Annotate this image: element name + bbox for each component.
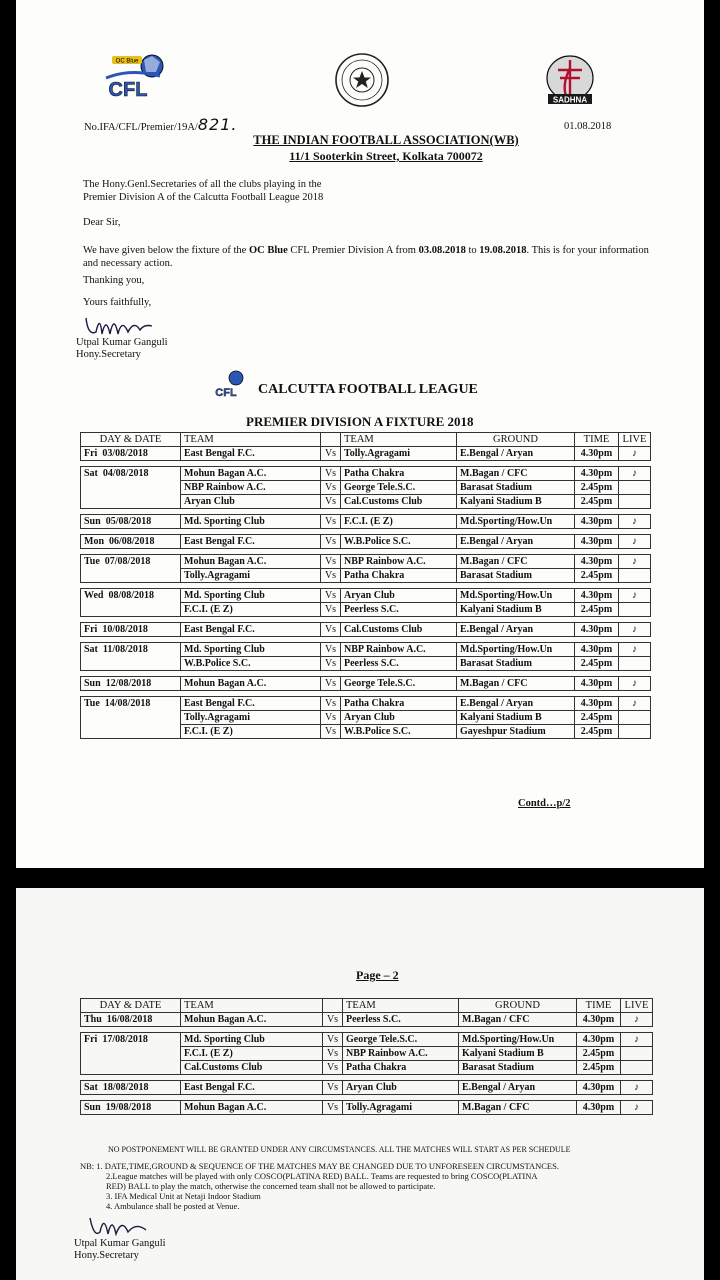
live-icon: ♪	[621, 1033, 653, 1047]
live-icon: ♪	[619, 697, 651, 711]
team-home: East Bengal F.C.	[181, 623, 321, 637]
match-day-date-empty	[81, 495, 181, 509]
table-row	[81, 481, 651, 495]
table-row	[81, 555, 651, 569]
live-icon: ♪	[621, 1081, 653, 1095]
team-home: W.B.Police S.C.	[181, 657, 321, 671]
team-away: Peerless S.C.	[341, 657, 457, 671]
note-line: NB: 1. DATE,TIME,GROUND & SEQUENCE OF THE MATCHES MAY BE CHANGED DUE TO UNFORESEEN CIRCUMSTANCES.	[80, 1161, 559, 1171]
vs-label: Vs	[321, 725, 341, 739]
match-day-date-empty	[81, 481, 181, 495]
ifa-emblem-icon	[334, 52, 390, 108]
kickoff-time: 2.45pm	[575, 495, 619, 509]
match-date: 04/08/2018	[102, 468, 149, 480]
team-away: Patha Chakra	[343, 1061, 459, 1075]
vs-label: Vs	[321, 447, 341, 461]
kickoff-time: 2.45pm	[577, 1047, 621, 1061]
organisation-address: 11/1 Sooterkin Street, Kolkata 700072	[289, 149, 483, 163]
team-away: NBP Rainbow A.C.	[341, 555, 457, 569]
kickoff-time: 2.45pm	[577, 1061, 621, 1075]
live-icon: ♪	[619, 589, 651, 603]
fixture-table	[80, 432, 651, 739]
kickoff-time: 2.45pm	[575, 569, 619, 583]
no-postponement-note: NO POSTPONEMENT WILL BE GRANTED UNDER ANY CIRCUMSTANCES. ALL THE MATCHES WILL START AS PER SCHEDULE	[108, 1145, 571, 1154]
team-away: Aryan Club	[341, 711, 457, 725]
vs-label: Vs	[323, 1101, 343, 1115]
signatory-title: Hony.Secretary	[76, 349, 141, 360]
ground: Gayeshpur Stadium	[457, 725, 575, 739]
header-ground: GROUND	[457, 433, 575, 447]
header-team-2: TEAM	[341, 433, 457, 447]
team-away: Aryan Club	[341, 589, 457, 603]
team-away: George Tele.S.C.	[341, 481, 457, 495]
match-day: Sun	[84, 678, 101, 689]
match-day: Sat	[84, 1082, 98, 1093]
kickoff-time: 4.30pm	[575, 467, 619, 481]
vs-label: Vs	[323, 1081, 343, 1095]
ground: M.Bagan / CFC	[457, 555, 575, 569]
ground: E.Bengal / Aryan	[457, 697, 575, 711]
ground: E.Bengal / Aryan	[457, 535, 575, 549]
fixture-table-page-2-body	[81, 999, 653, 1115]
team-away: Patha Chakra	[341, 697, 457, 711]
vs-label: Vs	[321, 535, 341, 549]
handwritten-ref: 821.	[197, 115, 238, 134]
header-live: LIVE	[621, 999, 653, 1013]
match-day: Sun	[84, 516, 101, 527]
table-row	[81, 569, 651, 583]
ground: Barasat Stadium	[457, 481, 575, 495]
intro-paragraph: We have given below the fixture of the OC Blue CFL Premier Division A from 03.08.2018 to 19.08.2018. This is for your information and necessary action.	[83, 245, 649, 269]
kickoff-time: 4.30pm	[575, 555, 619, 569]
ground: Barasat Stadium	[457, 657, 575, 671]
table-row	[81, 447, 651, 461]
ground: E.Bengal / Aryan	[457, 447, 575, 461]
signature-image	[82, 306, 172, 340]
vs-label: Vs	[321, 677, 341, 691]
team-home: Aryan Club	[181, 495, 321, 509]
match-day-date-empty	[81, 1047, 181, 1061]
table-row	[81, 589, 651, 603]
letter-date: 01.08.2018	[564, 121, 612, 132]
live-icon: ♪	[621, 1101, 653, 1115]
live-icon: ♪	[619, 555, 651, 569]
match-day-date	[81, 697, 181, 711]
team-home: Tolly.Agragami	[181, 711, 321, 725]
match-day-date	[81, 623, 181, 637]
kickoff-time: 4.30pm	[575, 447, 619, 461]
cfl-logo	[100, 50, 172, 106]
live-empty	[619, 657, 651, 671]
team-away: Peerless S.C.	[343, 1013, 459, 1027]
header-team: TEAM	[181, 999, 323, 1013]
team-home: East Bengal F.C.	[181, 697, 321, 711]
match-date: 03/08/2018	[102, 448, 148, 459]
header-time: TIME	[575, 433, 619, 447]
live-icon: ♪	[619, 623, 651, 637]
team-home: Md. Sporting Club	[181, 643, 321, 657]
vs-label: Vs	[321, 643, 341, 657]
live-empty	[621, 1047, 653, 1061]
match-day-date	[81, 1013, 181, 1027]
vs-label: Vs	[323, 1033, 343, 1047]
sadhna-logo	[540, 54, 600, 114]
match-date: 18/08/2018	[102, 1082, 149, 1093]
live-icon: ♪	[619, 467, 651, 481]
header-team-2: TEAM	[343, 999, 459, 1013]
notes-list	[80, 1161, 660, 1211]
team-away: Cal.Customs Club	[341, 623, 457, 637]
cfl-logo-text: CFL	[108, 79, 148, 101]
kickoff-time: 2.45pm	[575, 711, 619, 725]
vs-label: Vs	[321, 589, 341, 603]
team-home: F.C.I. (E Z)	[181, 725, 321, 739]
ground: E.Bengal / Aryan	[457, 623, 575, 637]
vs-label: Vs	[321, 657, 341, 671]
fixture-table-page-2	[80, 998, 653, 1115]
team-home: Mohun Bagan A.C.	[181, 677, 321, 691]
table-row	[81, 677, 651, 691]
team-away: F.C.I. (E Z)	[341, 515, 457, 529]
match-date: 05/08/2018	[105, 516, 152, 527]
live-empty	[619, 711, 651, 725]
table-row	[81, 1101, 653, 1115]
ground: M.Bagan / CFC	[457, 467, 575, 481]
team-home: F.C.I. (E Z)	[181, 1047, 323, 1061]
match-date: 17/08/2018	[102, 1034, 148, 1046]
live-icon: ♪	[619, 515, 651, 529]
match-day-date	[81, 1081, 181, 1095]
kickoff-time: 4.30pm	[575, 643, 619, 657]
recipient-line-2: Premier Division A of the Calcutta Football League 2018	[83, 192, 324, 203]
kickoff-time: 2.45pm	[575, 481, 619, 495]
ground: Md.Sporting/How.Un	[457, 515, 575, 529]
table-header-row	[81, 999, 653, 1013]
table-row	[81, 1061, 653, 1075]
match-day-date	[81, 447, 181, 461]
cfl-small-logo	[212, 369, 246, 401]
letter-page-1	[16, 0, 704, 868]
live-empty	[619, 481, 651, 495]
table-header-row	[81, 433, 651, 447]
team-away: George Tele.S.C.	[343, 1033, 459, 1047]
kickoff-time: 4.30pm	[577, 1081, 621, 1095]
table-row	[81, 657, 651, 671]
kickoff-time: 4.30pm	[575, 677, 619, 691]
vs-label: Vs	[321, 515, 341, 529]
cfl-logo-top: OC Blue	[115, 58, 139, 65]
kickoff-time: 4.30pm	[577, 1013, 621, 1027]
table-row	[81, 495, 651, 509]
vs-label: Vs	[323, 1061, 343, 1075]
live-icon: ♪	[619, 535, 651, 549]
vs-label: Vs	[321, 711, 341, 725]
kickoff-time: 2.45pm	[575, 657, 619, 671]
match-date: 08/08/2018	[108, 590, 155, 602]
ground: Barasat Stadium	[457, 569, 575, 583]
team-home: Mohun Bagan A.C.	[181, 1013, 323, 1027]
ground: Md.Sporting/How.Un	[459, 1033, 577, 1047]
match-date: 10/08/2018	[102, 624, 148, 635]
vs-label: Vs	[321, 569, 341, 583]
team-home: NBP Rainbow A.C.	[181, 481, 321, 495]
live-empty	[619, 495, 651, 509]
match-day-date	[81, 535, 181, 549]
thanks-line: Thanking you,	[83, 275, 145, 286]
match-day-date-empty	[81, 603, 181, 617]
live-icon: ♪	[619, 643, 651, 657]
team-home: East Bengal F.C.	[181, 447, 321, 461]
match-day: Fri	[84, 448, 98, 459]
match-day-date	[81, 589, 181, 603]
match-day-date-empty	[81, 711, 181, 725]
ground: M.Bagan / CFC	[457, 677, 575, 691]
team-home: F.C.I. (E Z)	[181, 603, 321, 617]
fixture-table-body	[81, 433, 651, 739]
signatory-page-2	[74, 1238, 166, 1262]
team-away: Patha Chakra	[341, 569, 457, 583]
ground: E.Bengal / Aryan	[459, 1081, 577, 1095]
reference-number: No.IFA/CFL/Premier/19A/821.	[84, 115, 238, 134]
team-away: Tolly.Agragami	[341, 447, 457, 461]
live-icon: ♪	[619, 677, 651, 691]
header-vs	[323, 999, 343, 1013]
vs-label: Vs	[321, 495, 341, 509]
team-home: Mohun Bagan A.C.	[181, 555, 321, 569]
team-home: Mohun Bagan A.C.	[181, 1101, 323, 1115]
team-away: NBP Rainbow A.C.	[341, 643, 457, 657]
vs-label: Vs	[321, 697, 341, 711]
vs-label: Vs	[323, 1047, 343, 1061]
vs-label: Vs	[321, 467, 341, 481]
kickoff-time: 4.30pm	[577, 1033, 621, 1047]
match-day: Wed	[84, 590, 104, 602]
match-day: Thu	[84, 1014, 102, 1025]
note-line: 2.League matches will be played with only COSCO(PLATINA RED) BALL. Teams are requested to bring COSCO(PLATINA	[106, 1171, 538, 1181]
match-day-date	[81, 467, 181, 481]
kickoff-time: 4.30pm	[575, 589, 619, 603]
league-title: CALCUTTA FOOTBALL LEAGUE	[258, 382, 478, 397]
team-away: Aryan Club	[343, 1081, 459, 1095]
team-away: W.B.Police S.C.	[341, 535, 457, 549]
note-line: 4. Ambulance shall be posted at Venue.	[106, 1201, 240, 1211]
signatory-title: Hony.Secretary	[74, 1250, 139, 1261]
signatory-name: Utpal Kumar Ganguli	[74, 1238, 166, 1249]
match-day: Tue	[84, 556, 100, 568]
match-day-date	[81, 515, 181, 529]
letter-page-2	[16, 888, 704, 1280]
team-away: W.B.Police S.C.	[341, 725, 457, 739]
team-home: East Bengal F.C.	[181, 535, 321, 549]
match-day-date-empty	[81, 569, 181, 583]
sadhna-logo-text: SADHNA	[552, 95, 588, 105]
match-date: 06/08/2018	[109, 536, 155, 547]
table-row	[81, 467, 651, 481]
match-day-date	[81, 643, 181, 657]
vs-label: Vs	[321, 603, 341, 617]
live-empty	[621, 1061, 653, 1075]
team-away: Peerless S.C.	[341, 603, 457, 617]
ground: Barasat Stadium	[459, 1061, 577, 1075]
ground: M.Bagan / CFC	[459, 1013, 577, 1027]
match-date: 16/08/2018	[106, 1014, 153, 1025]
header-day-date: DAY & DATE	[81, 433, 181, 447]
kickoff-time: 2.45pm	[575, 603, 619, 617]
header-day-date: DAY & DATE	[81, 999, 181, 1013]
continued-note: Contd…p/2	[518, 798, 571, 809]
team-home: East Bengal F.C.	[181, 1081, 323, 1095]
match-date: 07/08/2018	[104, 556, 151, 568]
match-day: Sat	[84, 468, 98, 480]
table-row	[81, 711, 651, 725]
kickoff-time: 4.30pm	[575, 623, 619, 637]
table-row	[81, 1081, 653, 1095]
kickoff-time: 2.45pm	[575, 725, 619, 739]
team-away: Patha Chakra	[341, 467, 457, 481]
note-line: RED) BALL to play the match, otherwise the concerned team shall not be allowed to participate.	[106, 1181, 436, 1191]
ground: Kalyani Stadium B	[457, 495, 575, 509]
ground: Kalyani Stadium B	[459, 1047, 577, 1061]
ground: Kalyani Stadium B	[457, 603, 575, 617]
table-row	[81, 1013, 653, 1027]
signatory-name: Utpal Kumar Ganguli	[76, 337, 168, 348]
table-row	[81, 725, 651, 739]
ground: Kalyani Stadium B	[457, 711, 575, 725]
closing-line: Yours faithfully,	[83, 297, 152, 308]
match-day-date-empty	[81, 1061, 181, 1075]
match-day: Sun	[84, 1102, 101, 1113]
table-row	[81, 623, 651, 637]
fixture-title: PREMIER DIVISION A FIXTURE 2018	[246, 414, 474, 429]
vs-label: Vs	[321, 623, 341, 637]
ground: M.Bagan / CFC	[459, 1101, 577, 1115]
live-icon: ♪	[621, 1013, 653, 1027]
match-date: 19/08/2018	[105, 1102, 152, 1113]
match-day-date-empty	[81, 725, 181, 739]
salutation: Dear Sir,	[83, 217, 121, 228]
team-away: Cal.Customs Club	[341, 495, 457, 509]
live-empty	[619, 569, 651, 583]
match-day: Tue	[84, 698, 100, 710]
header-team: TEAM	[181, 433, 321, 447]
match-day: Fri	[84, 1034, 98, 1046]
vs-label: Vs	[321, 481, 341, 495]
header-time: TIME	[577, 999, 621, 1013]
match-day-date	[81, 1101, 181, 1115]
kickoff-time: 4.30pm	[575, 697, 619, 711]
match-day-date	[81, 677, 181, 691]
recipient	[83, 178, 413, 204]
table-row	[81, 1047, 653, 1061]
team-away: George Tele.S.C.	[341, 677, 457, 691]
match-date: 11/08/2018	[102, 644, 148, 656]
recipient-line-1: The Hony.Genl.Secretaries of all the clubs playing in the	[83, 179, 322, 190]
organisation-name: THE INDIAN FOOTBALL ASSOCIATION(WB)	[253, 133, 519, 147]
live-icon: ♪	[619, 447, 651, 461]
team-home: Md. Sporting Club	[181, 515, 321, 529]
match-day: Fri	[84, 624, 98, 635]
table-row	[81, 515, 651, 529]
match-day: Sat	[84, 644, 98, 656]
svg-text:CFL: CFL	[215, 387, 237, 399]
match-day-date	[81, 1033, 181, 1047]
header-ground: GROUND	[459, 999, 577, 1013]
live-empty	[619, 603, 651, 617]
team-home: Md. Sporting Club	[181, 1033, 323, 1047]
note-line: 3. IFA Medical Unit at Netaji Indoor Stadium	[106, 1191, 261, 1201]
ground: Md.Sporting/How.Un	[457, 643, 575, 657]
match-day-date	[81, 555, 181, 569]
header-vs	[321, 433, 341, 447]
live-empty	[619, 725, 651, 739]
header-live: LIVE	[619, 433, 651, 447]
team-home: Md. Sporting Club	[181, 589, 321, 603]
table-row	[81, 603, 651, 617]
match-date: 14/08/2018	[104, 698, 151, 710]
signatory	[76, 337, 168, 361]
match-day: Mon	[84, 536, 104, 547]
table-row	[81, 697, 651, 711]
vs-label: Vs	[323, 1013, 343, 1027]
match-day-date-empty	[81, 657, 181, 671]
team-home: Tolly.Agragami	[181, 569, 321, 583]
match-date: 12/08/2018	[105, 678, 152, 689]
signature-image	[86, 1208, 166, 1240]
kickoff-time: 4.30pm	[577, 1101, 621, 1115]
table-row	[81, 1033, 653, 1047]
team-away: Tolly.Agragami	[343, 1101, 459, 1115]
team-home: Mohun Bagan A.C.	[181, 467, 321, 481]
kickoff-time: 4.30pm	[575, 515, 619, 529]
ground: Md.Sporting/How.Un	[457, 589, 575, 603]
table-row	[81, 535, 651, 549]
vs-label: Vs	[321, 555, 341, 569]
kickoff-time: 4.30pm	[575, 535, 619, 549]
team-away: NBP Rainbow A.C.	[343, 1047, 459, 1061]
page-2-title: Page – 2	[356, 968, 399, 982]
table-row	[81, 643, 651, 657]
team-home: Cal.Customs Club	[181, 1061, 323, 1075]
